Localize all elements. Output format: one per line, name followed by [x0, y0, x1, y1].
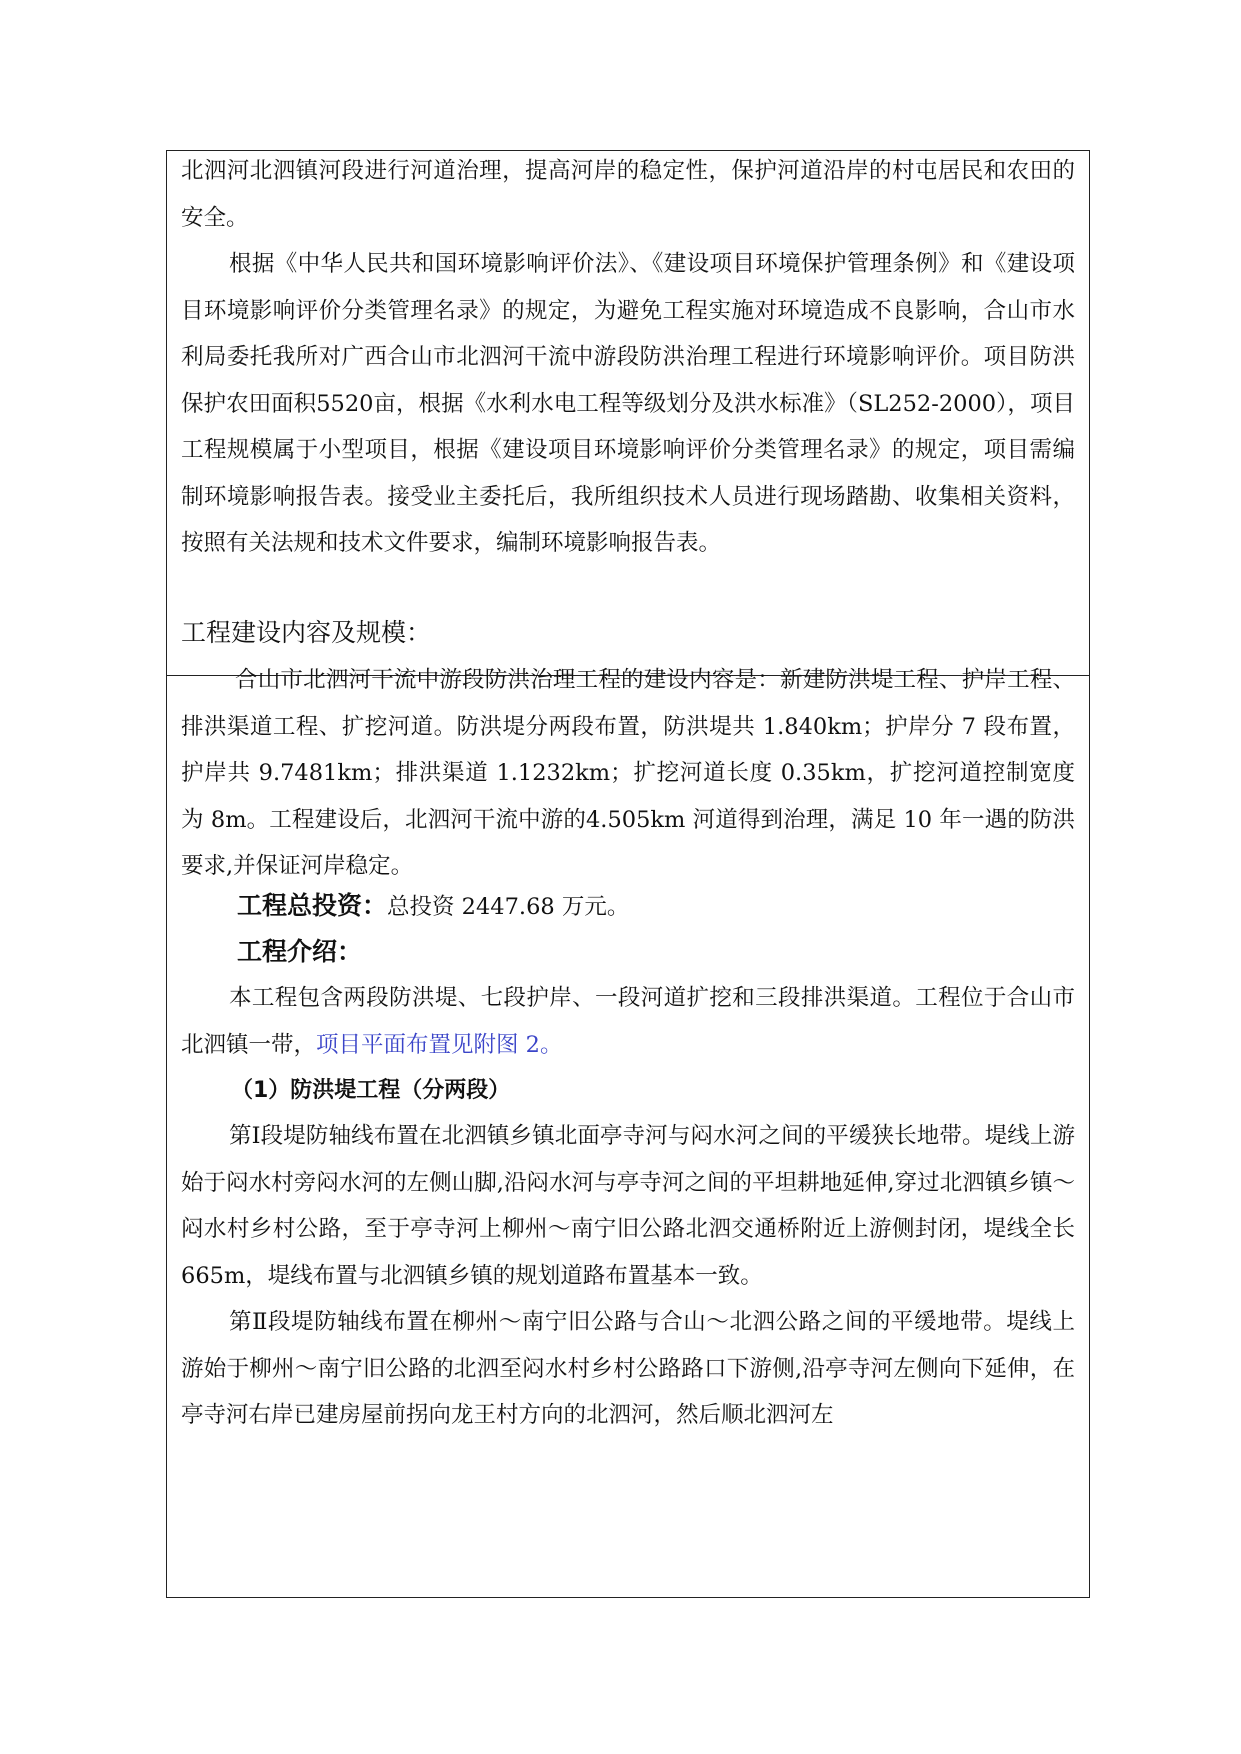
investment-label: 工程总投资： — [237, 891, 388, 920]
intro-paragraph — [181, 975, 1075, 1068]
background-paragraph-2: 根据《中华人民共和国环境影响评价法》、《建设项目环境保护管理条例》和《建设项目环境影响评价分类管理名录》的规定，为避免工程实施对环境造成不良影响，合山市水利局委托我所对广西合山市北泗河干流中游段防洪治理工程进行环境影响评价。项目防洪保护农田面积5520亩，根据《水利水电工程等级划分及洪水标准》（SL252-2000），项目工程规模属于小型项目，根据《建设项目环境影响评价分类管理名录》的规定，项目需编制环境影响报告表。接受业主委托后，我所组织技术人员进行现场踏勘、收集相关资料，按照有关法规和技术文件要求，编制环境影响报告表。 — [181, 251, 1075, 556]
investment-line — [237, 883, 629, 930]
construction-content-paragraph: 合山市北泗河干流中游段防洪治理工程的建设内容是：新建防洪堤工程、护岸工程、排洪渠道工程、扩挖河道。防洪堤分两段布置，防洪堤共 1.840km；护岸分 7 段布置，护岸共 9.7481km；排洪渠道 1.1232km；扩挖河道长度 0.35km，扩挖河道控制宽度为 8m。工程建设后，北泗河干流中游的4.505km 河道得到治理，满足 10 年一遇的防洪要求,并保证河岸稳定。 — [181, 667, 1075, 879]
intro-title: 工程介绍： — [237, 937, 363, 966]
dike-section-1-paragraph: 第Ⅰ段堤防轴线布置在北泗镇乡镇北面亭寺河与闷水河之间的平缓狭长地带。堤线上游始于闷水村旁闷水河的左侧山脚,沿闷水河与亭寺河之间的平坦耕地延伸,穿过北泗镇乡镇～闷水村乡村公路，至于亭寺河上柳州～南宁旧公路北泗交通桥附近上游侧封闭，堤线全长 665m，堤线布置与北泗镇乡镇的规划道路布置基本一致。 — [181, 1123, 1075, 1289]
intro-text: 本工程包含两段防洪堤、七段护岸、一段河道扩挖和三段排洪渠道。工程位于合山市北泗镇一带， — [181, 985, 1075, 1058]
investment-value: 总投资 2447.68 万元。 — [387, 894, 630, 920]
layout-drawing-link[interactable]: 项目平面布置见附图 2。 — [316, 1031, 563, 1058]
report-table — [166, 150, 1090, 1598]
construction-section-title: 工程建设内容及规模： — [181, 618, 432, 647]
dike-section-2-paragraph: 第Ⅱ段堤防轴线布置在柳州～南宁旧公路与合山～北泗公路之间的平缓地带。堤线上游始于柳州～南宁旧公路的北泗至闷水村乡村公路路口下游侧,沿亭寺河左侧向下延伸，在亭寺河右岸已建房屋前拐向龙王村方向的北泗河，然后顺北泗河左 — [181, 1309, 1075, 1428]
dike-subheading: （1）防洪堤工程（分两段） — [231, 1078, 511, 1103]
background-paragraph-1: 北泗河北泗镇河段进行河道治理，提高河岸的稳定性，保护河道沿岸的村屯居民和农田的安全。 — [181, 158, 1075, 231]
